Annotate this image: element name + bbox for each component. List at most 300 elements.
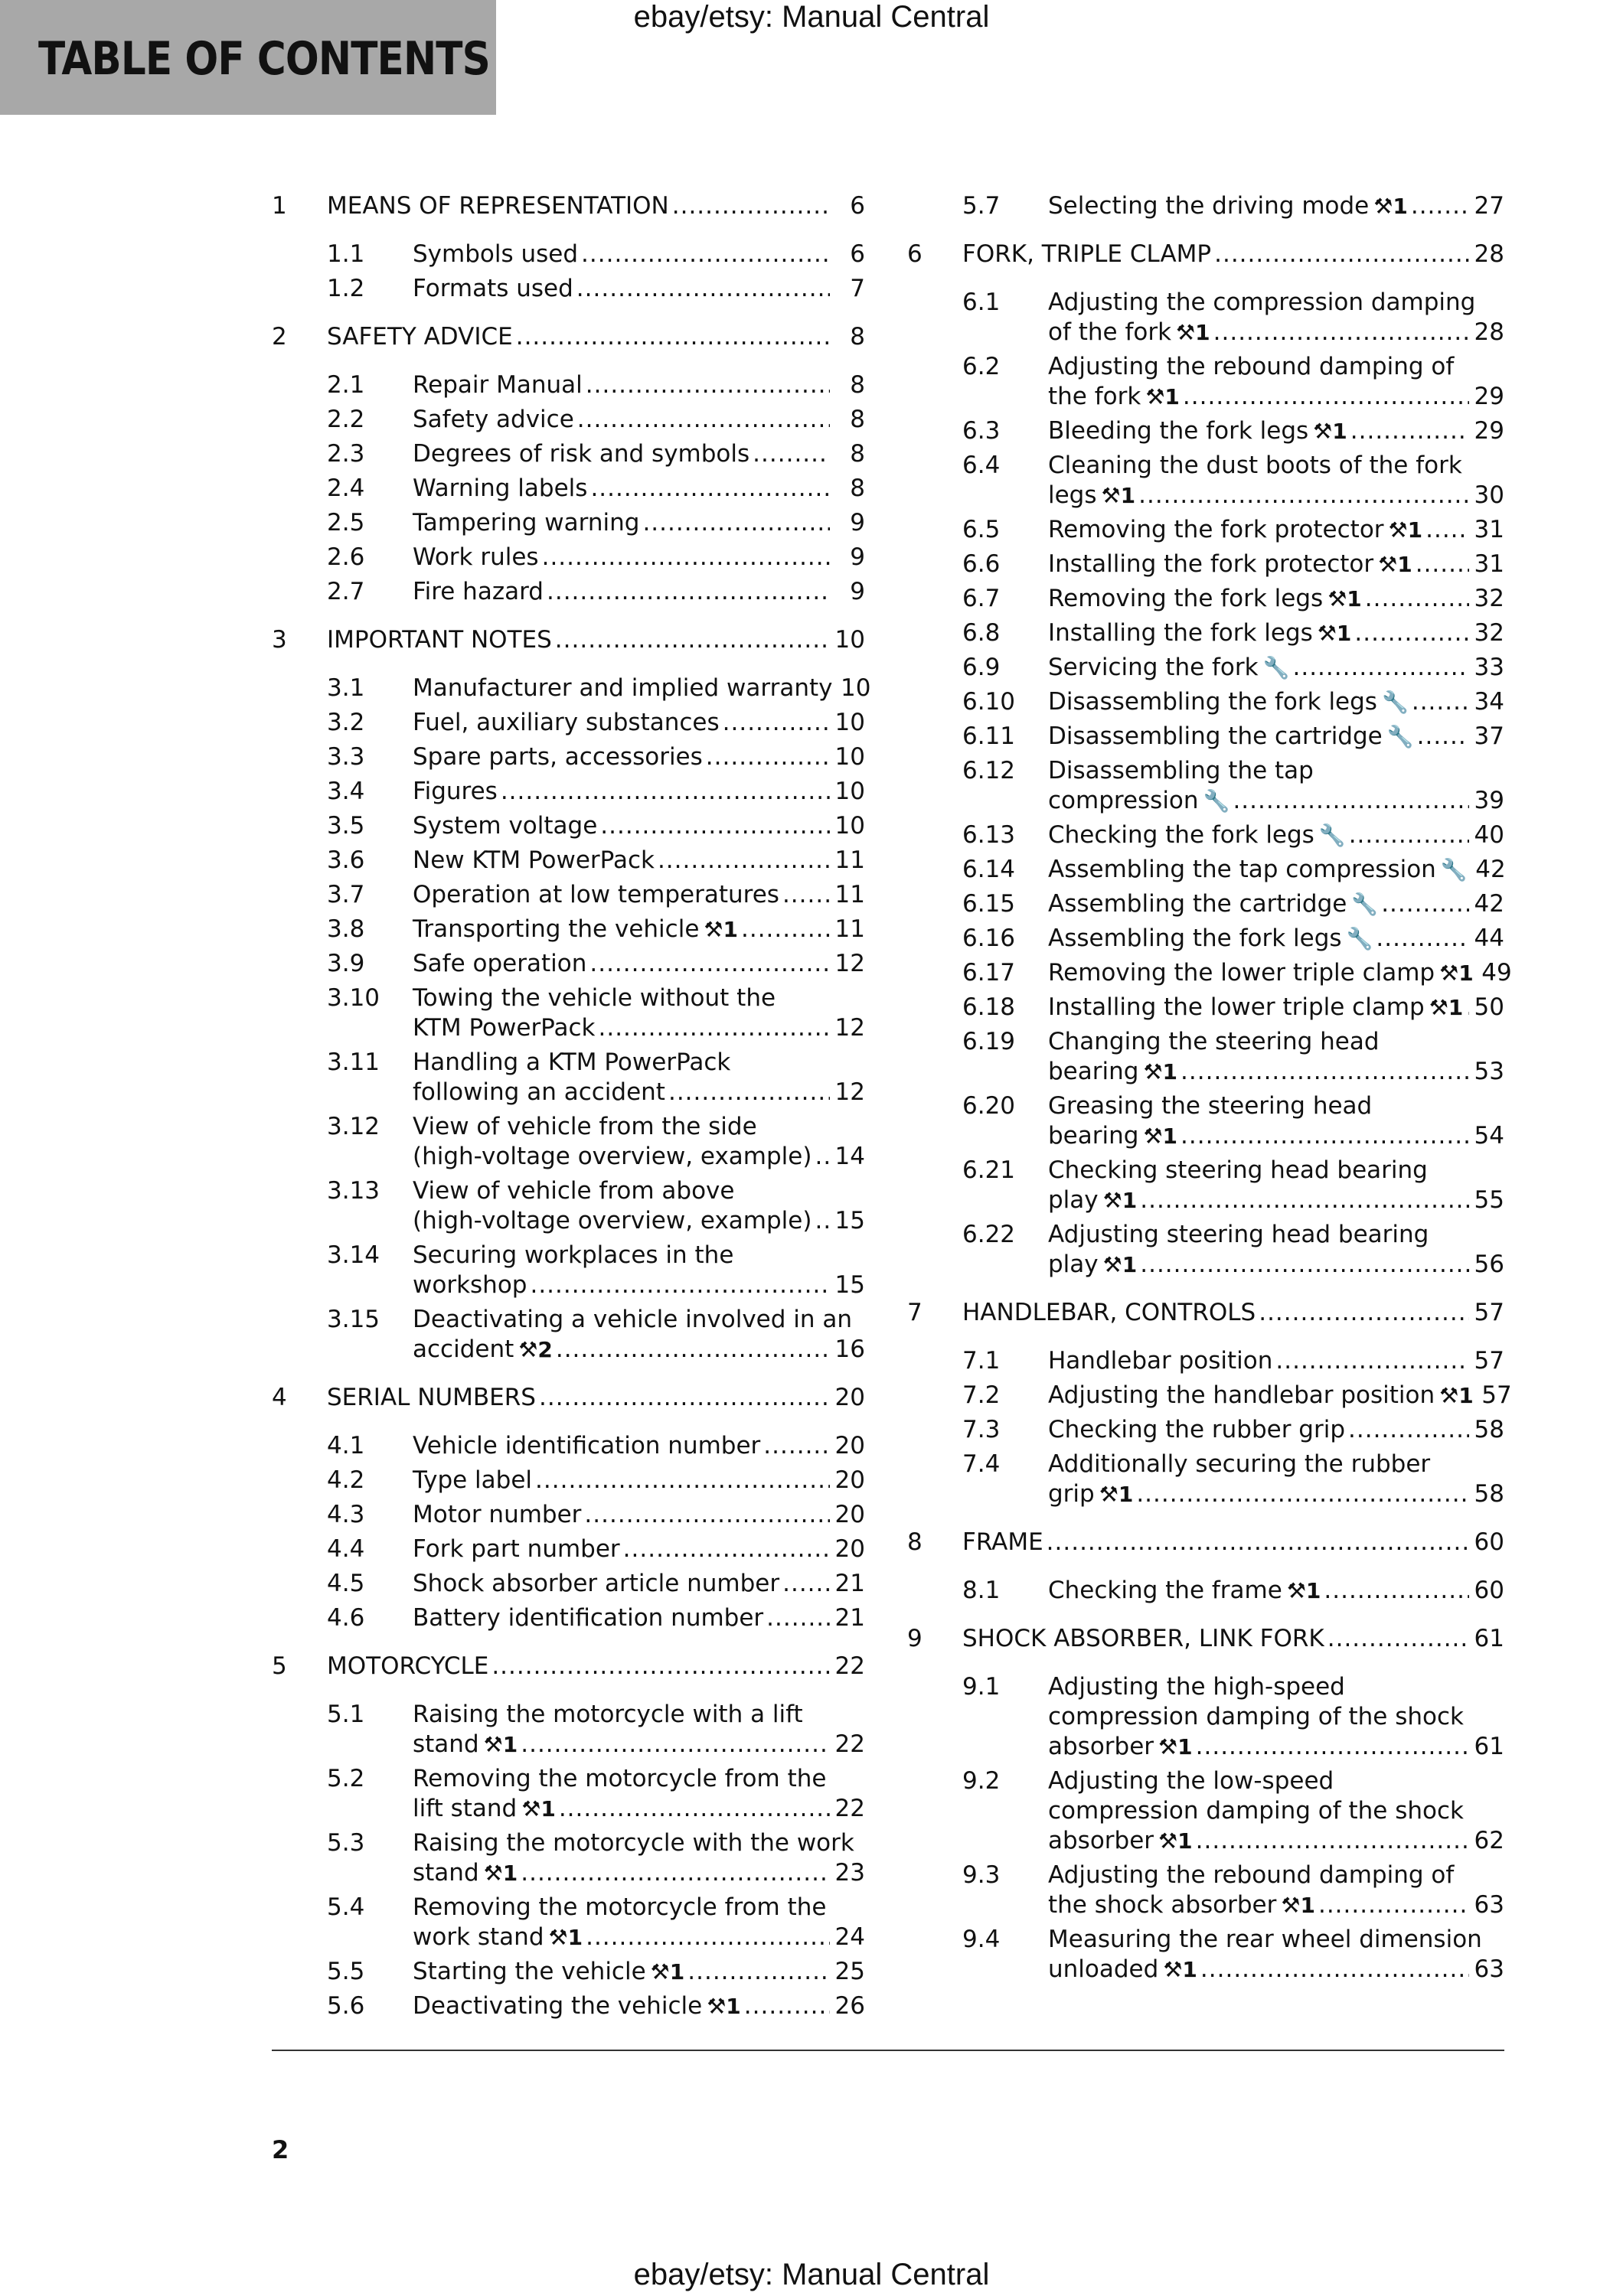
toc-entry[interactable] [907,993,1504,1022]
leader-dots [521,1858,830,1888]
toc-entry[interactable] [907,550,1504,579]
section-row [962,1298,1504,1328]
toc-entry[interactable] [907,352,1504,412]
section-title: FRAME [962,1528,1043,1556]
entry-page: 20 [834,1501,865,1528]
toc-entry[interactable] [907,416,1504,446]
entry-row [1048,515,1504,545]
toc-entry[interactable] [272,1957,865,1987]
toc-entry[interactable] [272,1991,865,2021]
entry-text [413,1700,865,1760]
wrench-icon: 🔧 [1440,857,1468,882]
tool-level-icon: ⚒1 [1163,1957,1197,1982]
entry-row [1048,382,1504,412]
toc-entry[interactable] [272,1569,865,1599]
entry-number: 9.2 [962,1767,1001,1795]
toc-entry[interactable] [907,958,1512,988]
entry-line: (high-voltage overview, example) [413,1143,812,1170]
entry-line: Deactivating a vehicle involved in an [413,1306,853,1333]
toc-entry[interactable] [907,288,1504,347]
entry-line: (high-voltage overview, example) [413,1207,812,1234]
toc-entry[interactable] [907,756,1504,816]
entry-row [1048,1346,1504,1376]
entry-row [413,1858,865,1888]
toc-entry[interactable] [272,1305,865,1365]
toc-section[interactable] [272,1383,865,1413]
toc-entry[interactable] [272,1431,865,1461]
entry-line: Motor number [413,1501,582,1528]
entry-line: legs [1048,481,1097,509]
entry-row [1048,855,1504,885]
toc-entry[interactable] [907,1156,1504,1215]
entry-line: Adjusting steering head bearing [1048,1221,1429,1248]
entry-row [1048,1381,1512,1411]
leader-dots [547,577,830,607]
entry-line: Cleaning the dust boots of the fork [1048,452,1462,479]
entry-line: Checking the fork legs [1048,821,1314,849]
entry-line: Operation at low temperatures [413,881,779,908]
entry-number: 3.8 [327,915,365,943]
section-row [962,1624,1504,1654]
entry-text [1048,618,1504,648]
entry-row [413,1991,865,2021]
section-row [962,1528,1504,1557]
tool-level-icon: ⚒1 [1327,586,1362,612]
entry-number: 6.13 [962,821,1016,849]
leader-dots [1411,191,1469,221]
entry-number: 3.1 [327,674,365,702]
toc-section[interactable] [907,240,1504,269]
toc-entry[interactable] [907,1220,1504,1280]
entry-number: 6.2 [962,353,1001,380]
toc-entry[interactable] [272,1466,865,1495]
leader-dots [584,1500,830,1530]
entry-page: 44 [1474,925,1504,952]
entry-row [1048,191,1504,221]
toc-entry[interactable] [272,508,865,538]
leader-dots [581,240,830,269]
tool-level-icon: ⚒1 [1439,1383,1474,1408]
entry-number: 6.18 [962,993,1016,1021]
toc-entry[interactable] [272,543,865,572]
entry-line: work stand [413,1923,544,1951]
entry-number: 3.4 [327,778,365,805]
leader-dots [741,915,830,944]
entry-line: New KTM PowerPack [413,846,655,874]
entry-row [413,1078,865,1107]
entry-line: Tampering warning [413,509,640,536]
section-number: 2 [272,323,287,351]
entry-page: 49 [1481,959,1512,987]
entry-line: Starting the vehicle [413,1958,646,1985]
entry-text [413,811,865,841]
leader-dots [668,1078,830,1107]
entry-number: 6.11 [962,722,1016,750]
leader-dots [542,543,830,572]
toc-entry[interactable] [907,1450,1504,1509]
entry-text [413,508,865,538]
toc-entry[interactable] [272,1534,865,1564]
entry-page: 63 [1474,1955,1504,1983]
entry-page: 12 [834,950,865,977]
entry-row [1048,1250,1504,1280]
toc-entry[interactable] [272,1176,865,1236]
entry-text [1048,1220,1504,1280]
entry-text [413,742,865,772]
entry-row [1048,1955,1504,1985]
entry-page: 27 [1474,192,1504,220]
tool-level-icon: ⚒1 [483,1861,518,1886]
entry-text [413,880,865,910]
toc-entry[interactable] [907,1766,1504,1856]
section-row [962,240,1504,269]
leader-dots [1349,820,1469,850]
entry-text [1048,1450,1504,1509]
toc-entry[interactable] [272,673,871,703]
toc-section[interactable] [907,1624,1504,1654]
leader-dots [1181,1057,1469,1087]
toc-entry[interactable] [907,820,1504,850]
entry-number: 6.16 [962,925,1016,952]
entry-line: Towing the vehicle without the [413,984,776,1012]
entry-page: 20 [834,1535,865,1563]
entry-row [1048,653,1504,683]
entry-line: the shock absorber [1048,1891,1277,1919]
entry-number: 2.7 [327,578,365,605]
toc-entry[interactable] [272,915,865,944]
entry-line: Installing the fork legs [1048,619,1313,647]
entry-text [413,1764,865,1824]
entry-row [413,439,865,469]
entry-number: 5.2 [327,1765,365,1792]
toc-entry[interactable] [272,474,865,504]
entry-number: 6.17 [962,959,1016,987]
entry-line: Battery identification number [413,1604,764,1632]
tool-level-icon: ⚒1 [1313,419,1347,444]
entry-line: Removing the motorcycle from the [413,1765,827,1792]
toc-entry[interactable] [907,889,1504,919]
toc-entry[interactable] [907,618,1504,648]
entry-line: play [1048,1251,1099,1278]
toc-entry[interactable] [272,1500,865,1530]
entry-text [413,240,865,269]
entry-number: 3.11 [327,1049,380,1076]
entry-line: Work rules [413,543,539,571]
entry-row [413,1466,865,1495]
tool-level-icon: ⚒1 [1143,1124,1178,1149]
toc-entry[interactable] [907,1672,1504,1762]
toc-entry[interactable] [272,708,865,738]
toc-entry[interactable] [272,274,865,304]
toc-entry[interactable] [907,722,1504,752]
entry-number: 6.6 [962,550,1001,578]
leader-dots [589,949,830,979]
wrench-icon: 🔧 [1381,690,1409,715]
entry-page: 8 [850,440,865,468]
toc-section[interactable] [907,1298,1504,1328]
entry-row [1048,1057,1504,1087]
entry-text [413,949,865,979]
leader-dots [1318,1890,1469,1920]
entry-text [1048,550,1504,579]
entry-line: Deactivating the vehicle [413,1992,703,2020]
toc-entry[interactable] [272,370,865,400]
entry-text [413,673,871,703]
tool-level-icon: ⚒1 [1102,1252,1138,1277]
entry-number: 6.15 [962,890,1016,918]
section-number: 9 [907,1625,923,1652]
toc-entry[interactable] [907,687,1504,717]
entry-text [413,1048,865,1107]
toc-entry[interactable] [907,1091,1504,1151]
toc-entry[interactable] [272,811,865,841]
entry-text [1048,1672,1504,1762]
entry-number: 6.4 [962,452,1001,479]
entry-page: 8 [850,406,865,433]
toc-entry[interactable] [907,1027,1504,1087]
leader-dots [744,1991,830,2021]
entry-page: 6 [850,240,865,268]
entry-line: Assembling the cartridge [1048,890,1347,918]
entry-line: Checking steering head bearing [1048,1156,1428,1184]
entry-row [1048,958,1512,988]
entry-page: 32 [1474,585,1504,612]
toc-entry[interactable] [272,949,865,979]
tool-level-icon: ⚒1 [1317,621,1352,646]
entry-text [413,1176,865,1236]
leader-dots [1259,1298,1469,1328]
toc-entry[interactable] [272,439,865,469]
entry-line: workshop [413,1271,527,1299]
entry-row [1048,722,1504,752]
toc-entry[interactable] [907,924,1504,954]
toc-entry[interactable] [272,1603,865,1633]
tool-level-icon: ⚒1 [1373,194,1408,219]
entry-text [413,1828,865,1888]
entry-number: 6.5 [962,516,1001,543]
entry-line: Shock absorber article number [413,1570,780,1597]
entry-number: 3.6 [327,846,365,874]
toc-entry[interactable] [272,1048,865,1107]
toc-entry[interactable] [907,1415,1504,1445]
entry-text [413,1893,865,1952]
leader-dots [586,370,830,400]
leader-dots [1466,993,1469,1022]
section-row [327,1652,865,1681]
toc-entry[interactable] [907,191,1504,221]
wrench-icon: 🔧 [1351,892,1379,917]
toc-entry[interactable] [907,1576,1504,1606]
entry-number: 5.6 [327,1992,365,2020]
entry-row [413,1013,865,1043]
toc-entry[interactable] [907,1861,1504,1920]
toc-entry[interactable] [272,1893,865,1952]
entry-text [413,777,865,807]
entry-number: 2.4 [327,475,365,502]
entry-page: 20 [834,1432,865,1459]
entry-page: 14 [834,1143,865,1170]
toc-entry[interactable] [272,240,865,269]
toc-entry[interactable] [272,405,865,435]
leader-dots [623,1534,830,1564]
toc-entry[interactable] [907,855,1504,885]
toc-entry[interactable] [272,846,865,876]
toc-entry[interactable] [907,584,1504,614]
toc-entry[interactable] [907,1925,1504,1985]
toc-section[interactable] [272,191,865,221]
entry-page: 12 [834,1078,865,1106]
entry-text [1048,1027,1504,1087]
entry-number: 7.2 [962,1381,1001,1409]
entry-row [413,880,865,910]
footer-divider [272,2050,1504,2051]
entry-text [413,439,865,469]
entry-row [413,1957,865,1987]
toc-entry[interactable] [907,1346,1504,1376]
entry-text [1048,1766,1504,1856]
entry-line: Greasing the steering head [1048,1092,1373,1120]
entry-line: Adjusting the rebound damping of [1048,1861,1455,1889]
toc-section[interactable] [907,1528,1504,1557]
entry-page: 7 [850,275,865,302]
entry-line: bearing [1048,1122,1139,1150]
section-row [327,191,865,221]
entry-line: Securing workplaces in the [413,1241,734,1269]
toc-entry[interactable] [907,1381,1512,1411]
entry-number: 6.12 [962,757,1016,784]
section-title: SAFETY ADVICE [327,323,513,351]
entry-page: 31 [1474,516,1504,543]
leader-dots [1196,1732,1469,1762]
entry-line: absorber [1048,1733,1154,1760]
entry-line: Handling a KTM PowerPack [413,1049,731,1076]
entry-line: the fork [1048,383,1141,410]
tool-level-icon: ⚒1 [650,1959,685,1985]
entry-row [413,274,865,304]
section-page: 10 [834,626,865,654]
entry-page: 40 [1474,821,1504,849]
toc-entry[interactable] [272,1241,865,1300]
tool-level-icon: ⚒1 [548,1925,583,1950]
entry-text [413,274,865,304]
entry-row [1048,687,1504,717]
entry-row [413,405,865,435]
entry-row [413,915,865,944]
toc-section[interactable] [272,625,865,655]
entry-page: 9 [850,509,865,536]
entry-row [413,1794,865,1824]
entry-line: Removing the fork protector [1048,516,1384,543]
entry-row [1048,1890,1504,1920]
toc-section[interactable] [272,1652,865,1681]
section-page: 61 [1474,1625,1504,1652]
toc-entry[interactable] [272,742,865,772]
toc-entry[interactable] [272,777,865,807]
tool-level-icon: ⚒1 [1286,1578,1321,1603]
entry-text [413,1534,865,1564]
tool-level-icon: ⚒1 [1176,320,1210,345]
leader-dots [1275,1346,1469,1376]
entry-row [413,1142,865,1172]
leader-dots [1183,382,1469,412]
entry-page: 33 [1474,654,1504,681]
entry-number: 6.1 [962,289,1001,316]
toc-column-right [907,191,1512,2003]
leader-dots [590,474,830,504]
leader-dots [1138,481,1469,510]
entry-line: Adjusting the handlebar position [1048,1381,1435,1409]
entry-row [413,1569,865,1599]
toc-entry[interactable] [272,577,865,607]
entry-text [1048,1156,1504,1215]
entry-text [1048,687,1504,717]
entry-text [413,1569,865,1599]
entry-line: Removing the motorcycle from the [413,1893,827,1921]
entry-number: 3.12 [327,1113,380,1140]
section-page: 8 [850,323,865,351]
toc-entry[interactable] [907,653,1504,683]
leader-dots [1348,1415,1469,1445]
toc-entry[interactable] [272,1112,865,1172]
entry-number: 5.3 [327,1829,365,1857]
entry-number: 6.19 [962,1028,1016,1055]
entry-row [1048,481,1504,510]
entry-row [1048,416,1504,446]
entry-page: 55 [1474,1186,1504,1214]
entry-row [1048,924,1504,954]
leader-dots [763,1431,830,1461]
section-number: 5 [272,1652,287,1680]
leader-dots [672,191,830,221]
entry-page: 22 [834,1795,865,1822]
entry-page: 62 [1474,1827,1504,1854]
entry-text [1048,1925,1504,1985]
toc-entry[interactable] [907,451,1504,510]
entry-row [1048,1415,1504,1445]
entry-number: 3.15 [327,1306,380,1333]
section-number: 8 [907,1528,923,1556]
entry-number: 2.3 [327,440,365,468]
section-title: SERIAL NUMBERS [327,1384,536,1411]
toc-entry[interactable] [272,1700,865,1760]
toc-entry[interactable] [272,1828,865,1888]
entry-number: 6.8 [962,619,1001,647]
entry-text [1048,653,1504,683]
leader-dots [598,1013,830,1043]
entry-number: 3.3 [327,743,365,771]
entry-number: 9.1 [962,1673,1001,1701]
leader-dots [1200,1955,1469,1985]
toc-entry[interactable] [907,515,1504,545]
entry-line: Transporting the vehicle [413,915,700,943]
leader-dots [556,1335,830,1365]
entry-page: 53 [1474,1058,1504,1085]
toc-entry[interactable] [272,1764,865,1824]
subsection-group [907,288,1512,1280]
toc-entry[interactable] [272,880,865,910]
entry-row [413,577,865,607]
leader-dots [1350,416,1469,446]
section-number: 7 [907,1299,923,1326]
toc-entry[interactable] [272,983,865,1043]
entry-page: 10 [841,674,871,702]
subsection-group [907,1576,1504,1606]
toc-section[interactable] [272,322,865,352]
section-number: 3 [272,626,287,654]
entry-page: 29 [1474,383,1504,410]
entry-text [413,1431,865,1461]
subsection-group [272,673,871,1365]
